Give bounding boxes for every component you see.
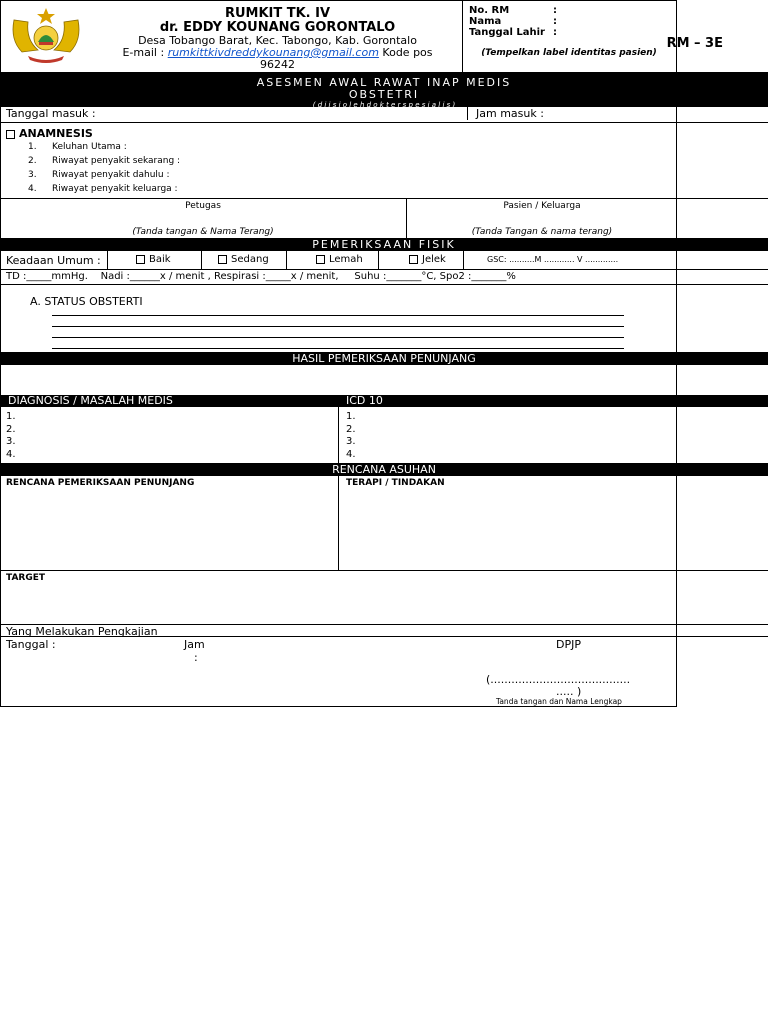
writing-line[interactable] [52, 326, 624, 327]
anamnesis-heading [6, 127, 93, 140]
icd-list[interactable]: 1. 2. 3. 4. [346, 411, 356, 460]
anamnesis-title: ANAMNESIS [19, 127, 93, 140]
petugas-title: Petugas [185, 201, 221, 211]
field-no-rm[interactable]: No. RM : [469, 5, 557, 16]
admission-divider [467, 107, 468, 120]
checkbox-icon[interactable] [409, 255, 418, 264]
vitals-row [0, 269, 768, 284]
dpjp-label: DPJP [556, 638, 581, 651]
field-tanggal-lahir[interactable]: Tanggal Lahir : [469, 27, 557, 38]
checkbox-icon[interactable] [136, 255, 145, 264]
option-sedang[interactable]: Sedang [218, 254, 269, 265]
hospital-logo [8, 6, 84, 66]
vitals-field[interactable]: TD :_____mmHg. Nadi :______x / menit , Respirasi :_____x / menit, Suhu :_______°C, Spo2 :_______% [6, 271, 516, 282]
dpjp-sign-line-1[interactable]: (........................................ [486, 673, 631, 686]
list-item[interactable]: 2. Riwayat penyakit sekarang : [28, 156, 181, 166]
support-exam-bar: HASIL PEMERIKSAAN PENUNJANG [0, 352, 768, 365]
list-item[interactable]: 1. Keluhan Utama : [28, 142, 127, 152]
form-subtitle: ( d i i s i o l e h d o k t e r s p e s i a l i s ) [312, 101, 456, 109]
assessor-title-row [0, 624, 768, 636]
gc-divider-3 [286, 251, 287, 269]
gc-divider-1 [107, 251, 108, 269]
title-bar [0, 72, 768, 107]
obstetric-status-section [0, 284, 768, 352]
general-condition-row [0, 251, 768, 269]
admission-row [0, 107, 768, 120]
option-lemah[interactable]: Lemah [316, 254, 363, 265]
hospital-name-2: dr. EDDY KOUNANG GORONTALO [159, 20, 396, 35]
hospital-address: Desa Tobango Barat, Kec. Tabongo, Kab. Gorontalo [138, 34, 417, 47]
email-label: E-mail : [122, 46, 165, 59]
family-title: Pasien / Keluarga [503, 201, 581, 211]
form-title-1: ASESMEN AWAL RAWAT INAP MEDIS [256, 76, 512, 89]
assessor-time-field[interactable]: : [194, 651, 198, 664]
plan-support-title: RENCANA PEMERIKSAAN PENUNJANG [6, 478, 195, 488]
assessor-body [0, 636, 768, 707]
hospital-name-1: RUMKIT TK. IV [224, 6, 331, 21]
writing-line[interactable] [52, 348, 624, 349]
checkbox-icon[interactable] [218, 255, 227, 264]
checkbox-icon[interactable] [316, 255, 325, 264]
signature-divider [406, 199, 407, 238]
postal-code: 96242 [260, 58, 295, 71]
diagnosis-divider [338, 407, 339, 463]
form-title-2: OBSTETRI [348, 88, 420, 101]
diagnosis-body [0, 407, 768, 463]
family-sign-field[interactable]: (Tanda Tangan & nama terang) [471, 227, 613, 237]
label-note: (Tempelkan label identitas pasien) [481, 48, 657, 58]
petugas-sign-field[interactable]: (Tanda tangan & Nama Terang) [132, 227, 274, 237]
icd-title: ICD 10 [346, 394, 383, 407]
diagnosis-bar [0, 395, 768, 407]
list-item[interactable]: 4. Riwayat penyakit keluarga : [28, 184, 178, 194]
admission-time-field[interactable]: Jam masuk : [476, 107, 544, 120]
physical-exam-bar: PEMERIKSAAN FISIK [0, 238, 768, 251]
target-label: TARGET [6, 573, 46, 583]
writing-line[interactable] [52, 315, 624, 316]
care-plan-divider [338, 476, 339, 570]
header-divider [462, 0, 463, 72]
option-jelek[interactable]: Jelek [409, 254, 446, 265]
field-nama[interactable]: Nama : [469, 16, 557, 27]
support-exam-area[interactable] [0, 365, 768, 395]
anamnesis-checkbox[interactable] [6, 130, 15, 139]
writing-line[interactable] [52, 337, 624, 338]
care-plan-bar: RENCANA ASUHAN [0, 463, 768, 476]
care-plan-body [0, 476, 768, 570]
list-item[interactable]: 3. Riwayat penyakit dahulu : [28, 170, 170, 180]
gc-divider-4 [378, 251, 379, 269]
dpjp-sign-note: Tanda tangan dan Nama Lengkap [496, 697, 622, 706]
patient-id-fields [469, 5, 669, 38]
admission-date-field[interactable]: Tanggal masuk : [6, 107, 96, 120]
header [0, 0, 768, 72]
therapy-title: TERAPI / TINDAKAN [346, 478, 445, 488]
assessor-date-field[interactable]: Tanggal : [6, 638, 56, 651]
assessor-time-label: Jam [184, 638, 205, 651]
diagnosis-title: DIAGNOSIS / MASALAH MEDIS [8, 394, 173, 407]
form-code: RM – 3E [666, 36, 723, 51]
obstetric-status-label: A. STATUS OBSTERTI [30, 295, 143, 308]
anamnesis-section [0, 122, 768, 198]
gc-divider-5 [463, 251, 464, 269]
dpjp-sign-line-2[interactable]: ..... ) [556, 685, 582, 698]
gcs-field[interactable]: GSC: ..........M ............ V ............. [487, 255, 619, 264]
diagnosis-list[interactable]: 1. 2. 3. 4. [6, 411, 16, 460]
gc-divider-2 [201, 251, 202, 269]
option-baik[interactable]: Baik [136, 254, 171, 265]
postal-label: Kode pos [382, 46, 433, 59]
signature-row [0, 198, 768, 238]
email-link[interactable]: rumkittkivdreddykounang@gmail.com [167, 46, 379, 59]
assessor-title: Yang Melakukan Pengkajian [6, 625, 158, 638]
anamnesis-list [28, 142, 180, 198]
target-section[interactable] [0, 570, 768, 624]
general-condition-label: Keadaan Umum : [6, 254, 101, 267]
